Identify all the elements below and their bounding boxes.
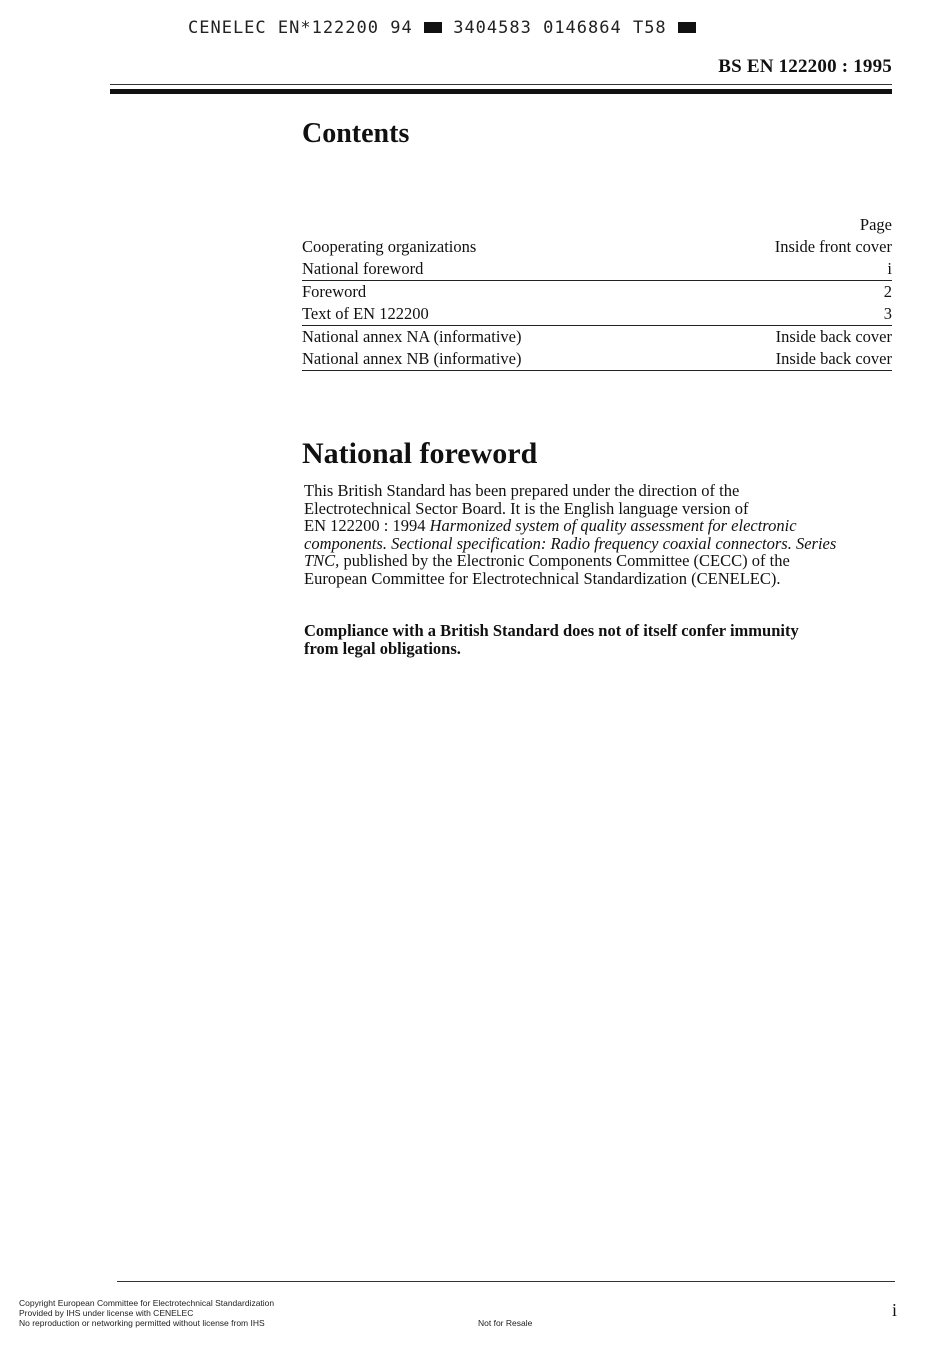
compliance-line: Compliance with a British Standard does not of itself confer immunity xyxy=(304,621,799,640)
header-rule-thick xyxy=(110,89,892,94)
contents-table xyxy=(302,214,892,371)
contents-entry-page: Inside back cover xyxy=(775,327,892,346)
body-text: EN 122200 : 1994 xyxy=(304,516,430,535)
paragraph-line xyxy=(304,500,904,518)
contents-entry-label: National foreword xyxy=(302,259,424,278)
page-column-header: Page xyxy=(859,215,892,234)
scan-header xyxy=(188,18,696,38)
contents-entry-page: Inside back cover xyxy=(775,349,892,368)
not-for-resale-label: Not for Resale xyxy=(478,1318,533,1328)
copyright-notice xyxy=(19,1298,274,1328)
contents-entry-label: Foreword xyxy=(302,282,367,301)
paragraph-line xyxy=(304,552,904,570)
body-text: This British Standard has been prepared under the direction of the xyxy=(304,481,740,500)
paragraph-line xyxy=(304,517,904,535)
copyright-line: Provided by IHS under license with CENELEC xyxy=(19,1308,194,1318)
national-foreword-title: National foreword xyxy=(302,437,538,470)
contents-entry-label: National annex NB (informative) xyxy=(302,349,522,368)
paragraph-line xyxy=(304,482,904,500)
page-number: i xyxy=(891,1300,897,1320)
contents-entry-page: Inside front cover xyxy=(774,237,892,256)
body-text: Electrotechnical Sector Board. It is the English language version of xyxy=(304,498,749,518)
contents-row xyxy=(302,326,892,348)
black-block-mark xyxy=(424,22,442,33)
contents-row xyxy=(302,258,892,281)
body-text: published by the Electronic Components Committee (CECC) of the xyxy=(339,551,790,570)
body-text: European Committee for Electrotechnical Standardization (CENELEC). xyxy=(304,568,781,588)
copyright-line: Copyright European Committee for Electrotechnical Standardization xyxy=(19,1298,275,1308)
header-rule-thin xyxy=(110,84,892,85)
italic-title-text: Harmonized system of quality assessment for electronic xyxy=(429,516,797,535)
black-block-mark xyxy=(678,22,696,33)
contents-row xyxy=(302,236,892,258)
contents-rows xyxy=(302,236,892,371)
contents-row xyxy=(302,303,892,326)
contents-entry-label: Text of EN 122200 xyxy=(302,304,429,323)
compliance-statement xyxy=(304,622,904,658)
contents-entry-page: i xyxy=(887,259,892,278)
paragraph-line xyxy=(304,535,904,553)
contents-title: Contents xyxy=(302,118,410,149)
contents-row xyxy=(302,348,892,371)
national-foreword-paragraph xyxy=(304,482,904,587)
scan-header-part1: CENELEC EN*122200 94 xyxy=(188,18,413,38)
contents-entry-label: National annex NA (informative) xyxy=(302,327,522,346)
italic-title-text: components. Sectional specification: Radio frequency coaxial connectors. Series xyxy=(304,533,837,553)
paragraph-line xyxy=(304,570,904,588)
scan-header-part2: 3404583 0146864 T58 xyxy=(453,18,667,38)
contents-entry-page: 3 xyxy=(883,304,892,323)
footer-rule xyxy=(117,1281,895,1282)
copyright-line: No reproduction or networking permitted without license from IHS xyxy=(19,1318,265,1328)
italic-title-text: TNC, xyxy=(304,551,340,570)
contents-entry-page: 2 xyxy=(883,282,892,301)
compliance-line: from legal obligations. xyxy=(304,639,461,658)
contents-row xyxy=(302,281,892,303)
document-id: BS EN 122200 : 1995 xyxy=(718,56,892,77)
contents-entry-label: Cooperating organizations xyxy=(302,237,477,256)
